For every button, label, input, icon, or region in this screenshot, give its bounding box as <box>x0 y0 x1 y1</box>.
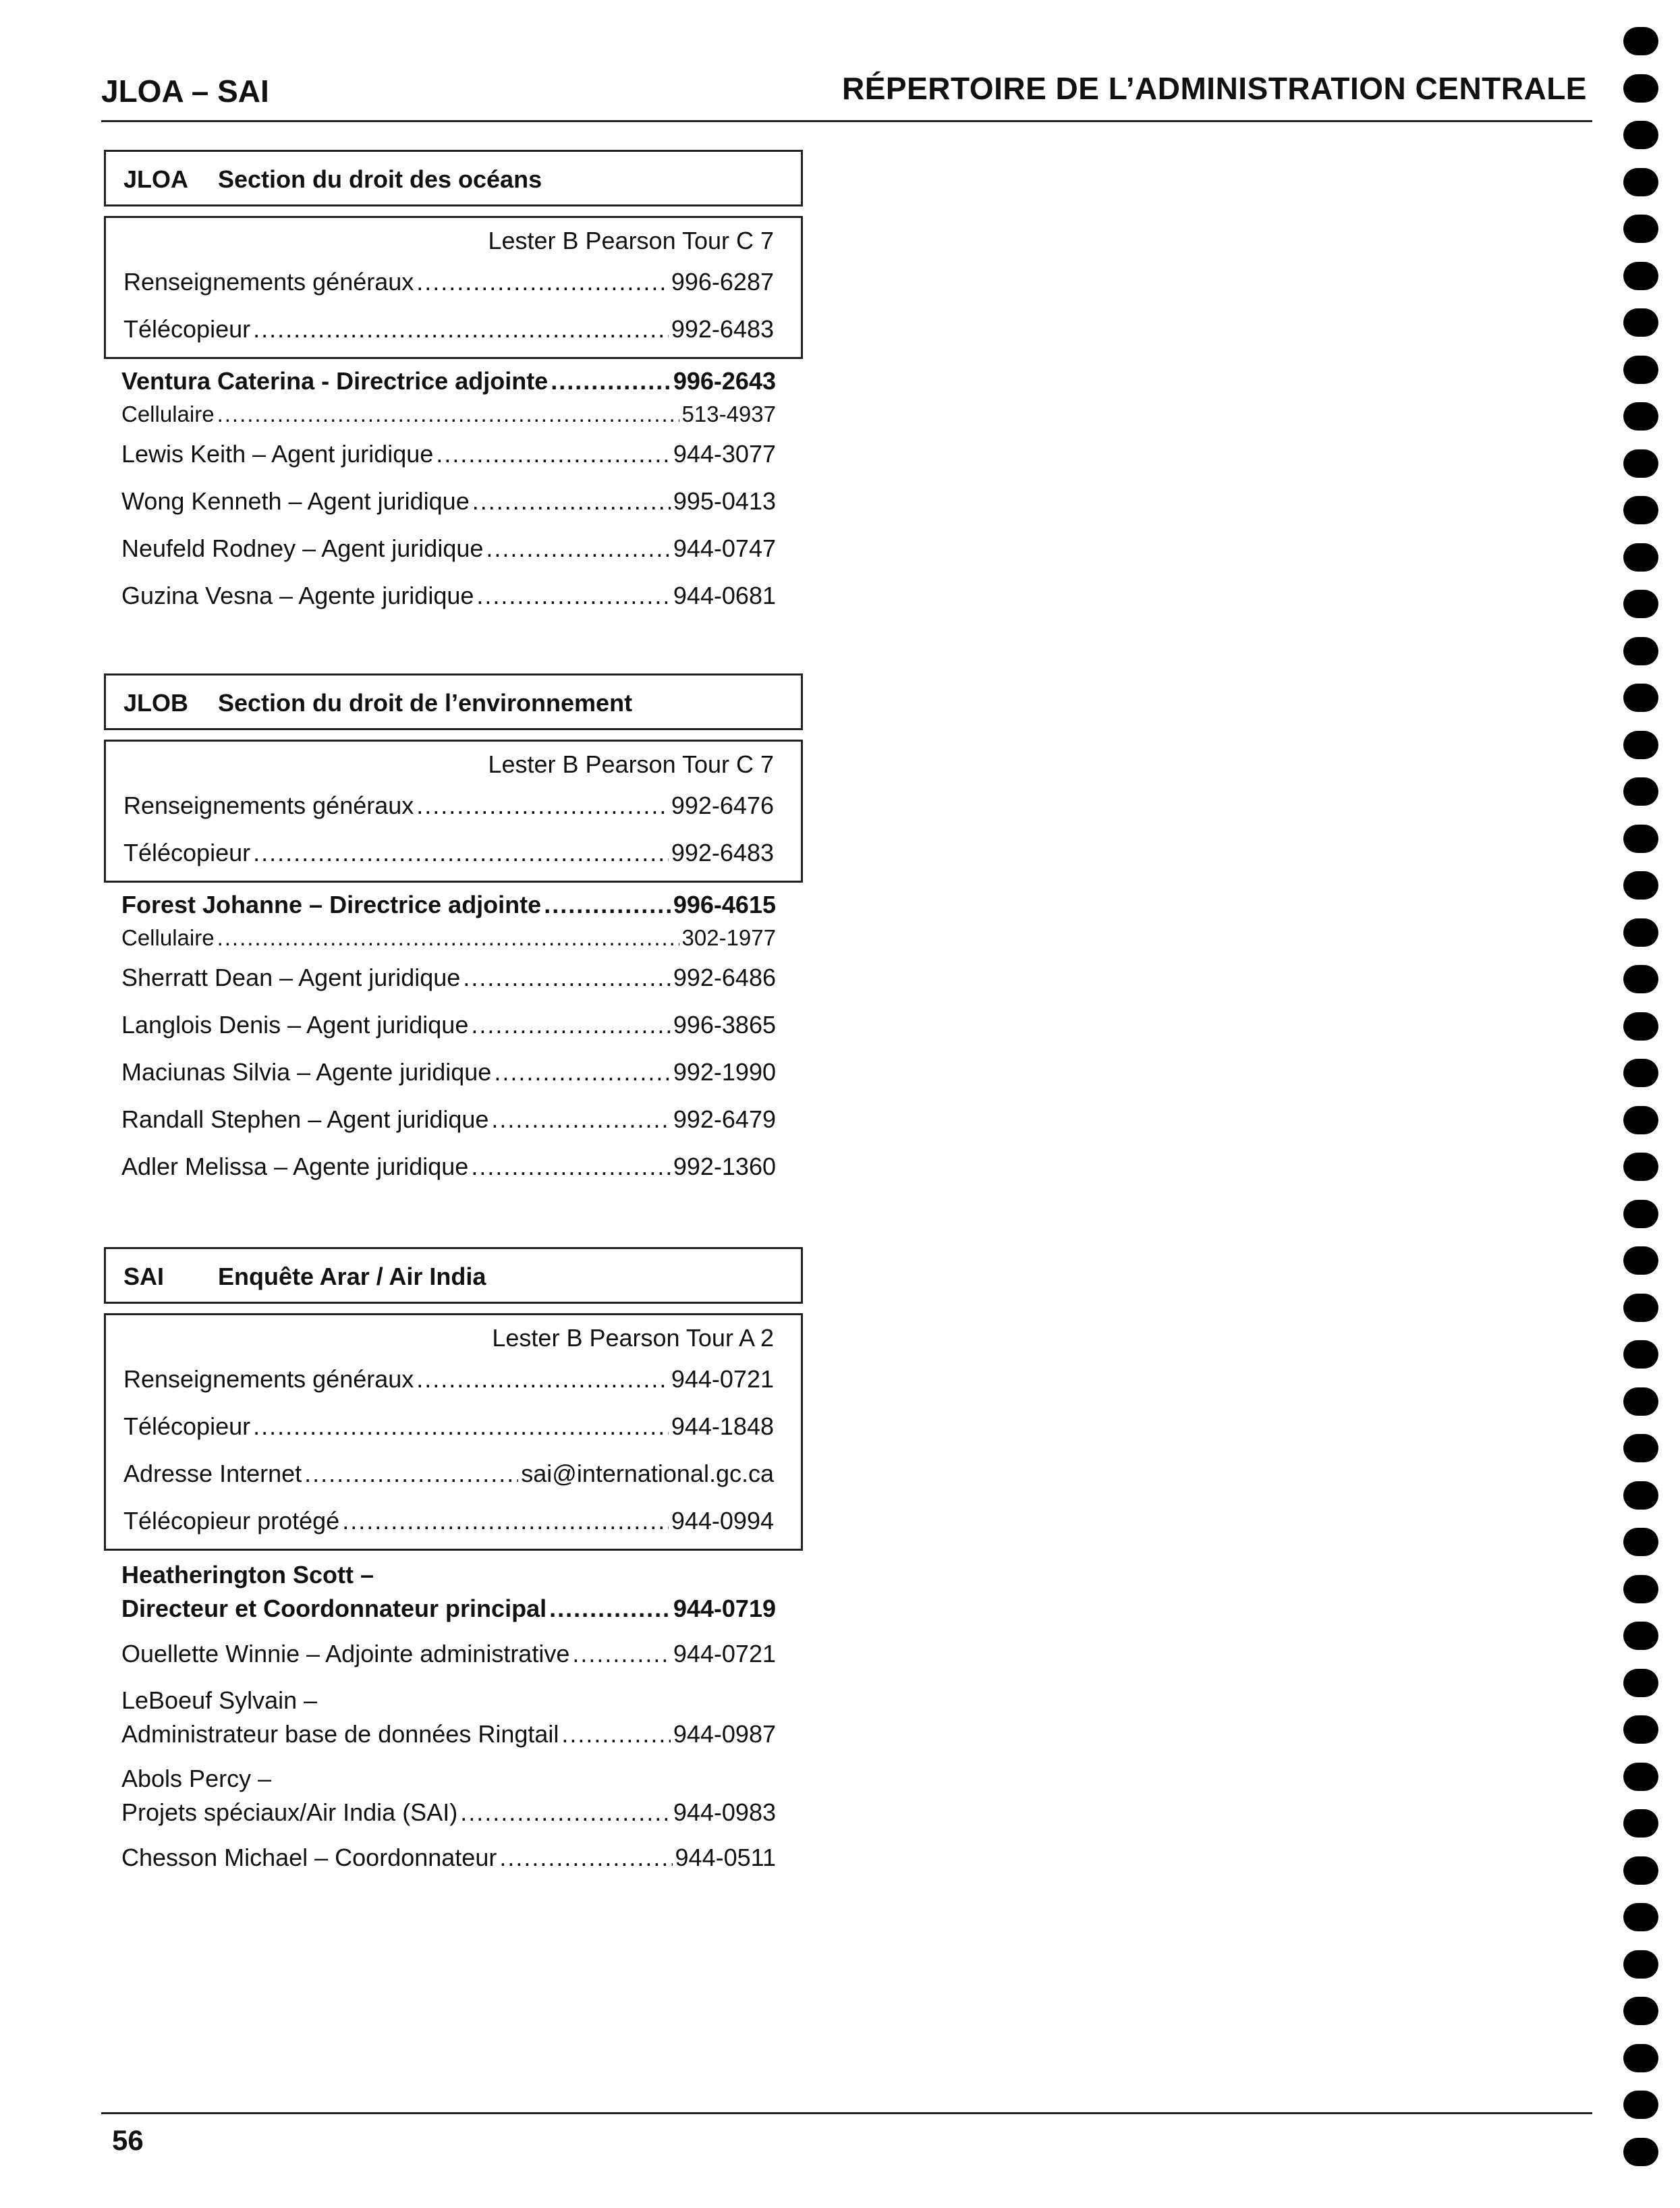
info-value: 996-6287 <box>671 268 774 296</box>
person-row <box>104 954 803 1001</box>
binding-hole <box>1623 1012 1658 1041</box>
section-sai <box>104 1247 803 1881</box>
dot-leader <box>416 258 669 306</box>
contact-phone: 944-0719 <box>673 1595 776 1622</box>
person-name: Sherratt Dean – Agent juridique <box>121 964 461 991</box>
person-row <box>104 1001 803 1049</box>
section-location: Lester B Pearson Tour C 7 <box>488 227 774 254</box>
binding-hole <box>1623 402 1658 431</box>
cell-value: 513-4937 <box>681 402 776 426</box>
person-name: Chesson Michael – Coordonnateur <box>121 1844 497 1871</box>
binding-hole <box>1623 2091 1658 2119</box>
binding-hole <box>1623 1997 1658 2025</box>
person-phone: 992-1990 <box>673 1058 776 1086</box>
binding-hole <box>1623 308 1658 337</box>
binding-hole <box>1623 1528 1658 1556</box>
binding-hole <box>1623 1622 1658 1650</box>
section-info-box <box>104 216 803 359</box>
person-phone: 944-0747 <box>673 534 776 562</box>
binding-hole <box>1623 1106 1658 1134</box>
dot-leader <box>476 572 670 619</box>
person-title: Administrateur base de données Ringtail <box>121 1720 559 1748</box>
person-row <box>104 1096 803 1143</box>
person-name: LeBoeuf Sylvain – <box>121 1686 318 1714</box>
dot-leader <box>460 1795 671 1830</box>
binding-hole <box>1623 1200 1658 1228</box>
section-name: Section du droit de l’environnement <box>218 689 633 717</box>
section-code: JLOA <box>123 165 189 193</box>
info-value: 992-6483 <box>671 315 774 343</box>
dot-leader <box>304 1450 518 1497</box>
person-block <box>104 1756 803 1834</box>
binding-hole <box>1623 777 1658 806</box>
person-row <box>104 1049 803 1096</box>
person-phone: 992-6486 <box>673 964 776 991</box>
section-info-box <box>104 740 803 883</box>
binding-hole <box>1623 871 1658 900</box>
person-phone: 944-3077 <box>673 440 776 468</box>
section-location: Lester B Pearson Tour C 7 <box>488 750 774 778</box>
info-row <box>106 258 801 306</box>
binding-hole <box>1623 1387 1658 1416</box>
person-name: Guzina Vesna – Agente juridique <box>121 582 474 609</box>
info-label: Adresse Internet <box>123 1460 302 1487</box>
info-value: 992-6483 <box>671 839 774 866</box>
dot-leader <box>471 1001 671 1049</box>
info-row <box>106 306 801 353</box>
info-value: 944-0994 <box>671 1507 774 1535</box>
header-left-title: JLOA – SAI <box>101 74 269 109</box>
info-label: Télécopieur protégé <box>123 1507 340 1535</box>
info-label: Télécopieur <box>123 1412 251 1440</box>
person-name: Maciunas Silvia – Agente juridique <box>121 1058 492 1086</box>
binding-hole <box>1623 1059 1658 1087</box>
dot-leader <box>253 1403 669 1450</box>
binding-hole <box>1623 2044 1658 2072</box>
dot-leader <box>253 306 669 353</box>
info-label: Télécopieur <box>123 315 251 343</box>
person-row <box>104 1143 803 1190</box>
info-label: Télécopieur <box>123 839 251 866</box>
person-row <box>121 1795 776 1830</box>
people-list <box>104 359 803 619</box>
dot-leader <box>436 431 671 478</box>
binding-hole <box>1623 215 1658 243</box>
person-name: Wong Kenneth – Agent juridique <box>121 487 470 515</box>
header-rule <box>101 120 1592 122</box>
section-title-box <box>104 150 803 206</box>
dot-leader <box>486 525 670 572</box>
binding-hole <box>1623 1763 1658 1791</box>
binding-hole <box>1623 825 1658 853</box>
cell-label: Cellulaire <box>121 402 215 426</box>
contact-phone: 996-4615 <box>673 891 776 918</box>
dot-leader <box>499 1834 672 1881</box>
person-phone: 944-0511 <box>675 1844 776 1871</box>
binding-hole <box>1623 1153 1658 1181</box>
binding-hole <box>1623 965 1658 993</box>
dot-leader <box>572 1630 671 1678</box>
section-code: SAI <box>123 1263 165 1290</box>
section-code: JLOB <box>123 689 189 717</box>
contact-name: Ventura Caterina - Directrice adjointe <box>121 367 549 395</box>
contact-title: Directeur et Coordonnateur principal <box>121 1595 547 1622</box>
binding-hole <box>1623 1246 1658 1275</box>
cell-value: 302-1977 <box>681 925 776 950</box>
person-row <box>104 431 803 478</box>
person-phone: 944-0983 <box>673 1798 776 1826</box>
cell-row <box>104 922 803 954</box>
person-name: Abols Percy – <box>121 1765 272 1792</box>
section-jloa <box>104 150 803 619</box>
binding-hole <box>1623 2138 1658 2166</box>
binding-hole <box>1623 1481 1658 1510</box>
person-phone: 995-0413 <box>673 487 776 515</box>
binding-hole <box>1623 449 1658 478</box>
binding-hole <box>1623 1950 1658 1979</box>
person-row <box>121 1717 776 1752</box>
person-row <box>104 525 803 572</box>
person-row <box>104 572 803 619</box>
binding-hole <box>1623 262 1658 290</box>
people-list <box>104 1551 803 1881</box>
dot-leader <box>494 1049 671 1096</box>
head-contact-row <box>121 1591 776 1626</box>
binding-hole <box>1623 496 1658 524</box>
person-phone: 996-3865 <box>673 1011 776 1039</box>
dot-leader <box>217 922 679 954</box>
info-row <box>106 1450 801 1497</box>
person-phone: 992-6479 <box>673 1105 776 1133</box>
dot-leader <box>544 888 671 922</box>
person-phone: 944-0987 <box>673 1720 776 1748</box>
people-list <box>104 883 803 1190</box>
section-title-box <box>104 673 803 730</box>
dot-leader <box>471 1143 671 1190</box>
info-value: 944-1848 <box>671 1412 774 1440</box>
dot-leader <box>463 954 671 1001</box>
person-name: Langlois Denis – Agent juridique <box>121 1011 469 1039</box>
dot-leader <box>217 398 679 431</box>
head-contact-row <box>104 364 803 398</box>
dot-leader <box>253 829 669 877</box>
info-row <box>106 1403 801 1450</box>
binding-hole <box>1623 731 1658 759</box>
person-name: Randall Stephen – Agent juridique <box>121 1105 489 1133</box>
cell-label: Cellulaire <box>121 925 215 950</box>
info-row <box>106 1497 801 1545</box>
binding-hole <box>1623 1809 1658 1838</box>
page-number: 56 <box>112 2124 144 2156</box>
binding-hole <box>1623 168 1658 196</box>
dot-leader <box>551 364 671 398</box>
info-label: Renseignements généraux <box>123 1365 414 1393</box>
contact-name: Forest Johanne – Directrice adjointe <box>121 891 542 918</box>
binding-hole <box>1623 590 1658 618</box>
section-name: Section du droit des océans <box>218 165 542 193</box>
person-row <box>104 478 803 525</box>
binding-hole <box>1623 121 1658 149</box>
footer-rule <box>101 2112 1592 2114</box>
section-name: Enquête Arar / Air India <box>218 1263 486 1290</box>
cell-row <box>104 398 803 431</box>
dot-leader <box>561 1717 670 1752</box>
binding-hole <box>1623 1715 1658 1744</box>
person-row <box>104 1834 803 1881</box>
binding-hole <box>1623 1903 1658 1931</box>
info-label: Renseignements généraux <box>123 268 414 296</box>
info-value: 992-6476 <box>671 792 774 819</box>
dot-leader <box>491 1096 670 1143</box>
person-name: Neufeld Rodney – Agent juridique <box>121 534 484 562</box>
dot-leader <box>342 1497 669 1545</box>
binding-hole <box>1623 1575 1658 1603</box>
binding-hole <box>1623 1856 1658 1885</box>
binding-hole <box>1623 1434 1658 1462</box>
person-phone: 992-1360 <box>673 1153 776 1180</box>
binding-hole <box>1623 543 1658 572</box>
binding-hole <box>1623 27 1658 55</box>
person-phone: 944-0721 <box>673 1640 776 1667</box>
section-title-box <box>104 1247 803 1304</box>
binding-hole <box>1623 1340 1658 1369</box>
dot-leader <box>416 1356 669 1403</box>
person-name: Adler Melissa – Agente juridique <box>121 1153 469 1180</box>
dot-leader <box>549 1591 671 1626</box>
binding-hole <box>1623 684 1658 712</box>
person-name: Ouellette Winnie – Adjointe administrative <box>121 1640 570 1667</box>
binding-hole <box>1623 918 1658 947</box>
binding-hole <box>1623 1294 1658 1322</box>
info-row <box>106 829 801 877</box>
section-jlob <box>104 673 803 1190</box>
info-row <box>106 782 801 829</box>
person-title: Projets spéciaux/Air India (SAI) <box>121 1798 458 1826</box>
dot-leader <box>416 782 669 829</box>
contact-phone: 996-2643 <box>673 367 776 395</box>
dot-leader <box>472 478 671 525</box>
binding-hole <box>1623 74 1658 103</box>
binding-hole <box>1623 637 1658 665</box>
person-name: Lewis Keith – Agent juridique <box>121 440 434 468</box>
person-block <box>104 1678 803 1756</box>
header-right-title: RÉPERTOIRE DE L’ADMINISTRATION CENTRALE <box>842 71 1587 106</box>
info-row <box>106 1356 801 1403</box>
person-row <box>104 1630 803 1678</box>
binding-hole <box>1623 1669 1658 1697</box>
email-link[interactable]: sai@international.gc.ca <box>521 1460 774 1487</box>
info-label: Renseignements généraux <box>123 792 414 819</box>
person-phone: 944-0681 <box>673 582 776 609</box>
binding-hole <box>1623 356 1658 384</box>
spiral-binding <box>1623 13 1661 2207</box>
head-contact-block <box>104 1556 803 1630</box>
head-contact-row <box>104 888 803 922</box>
section-location: Lester B Pearson Tour A 2 <box>492 1324 774 1352</box>
info-value: 944-0721 <box>671 1365 774 1393</box>
section-info-box <box>104 1313 803 1551</box>
contact-name: Heatherington Scott – <box>121 1561 374 1589</box>
